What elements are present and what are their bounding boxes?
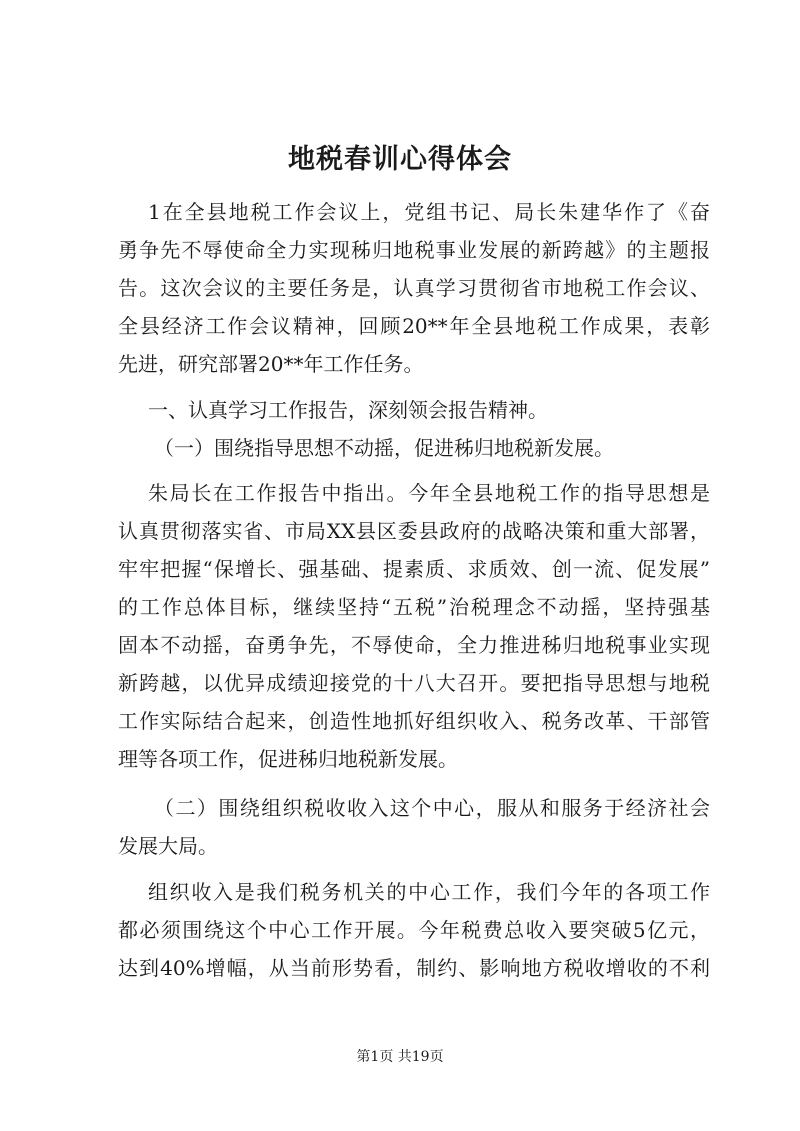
body-line: 组织收入是我们税务机关的中心工作，我们今年的各项工作 xyxy=(148,880,710,904)
body-line: 告。这次会议的主要任务是，认真学习贯彻省市地税工作会议、 xyxy=(118,276,710,300)
body-line: 朱局长在工作报告中指出。今年全县地税工作的指导思想是 xyxy=(148,481,710,505)
body-line: 达到40%增幅，从当前形势看，制约、影响地方税收增收的不利 xyxy=(118,956,710,980)
body-line: 都必须围绕这个中心工作开展。今年税费总收入要突破5亿元， xyxy=(118,918,710,942)
body-line: 先进，研究部署20**年工作任务。 xyxy=(118,352,424,376)
page-number-footer: 第1页 共19页 xyxy=(356,1049,444,1065)
section-heading: 一、认真学习工作报告，深刻领会报告精神。 xyxy=(148,398,548,422)
page-title: 地税春训心得体会 xyxy=(288,144,512,175)
body-line: 勇争先不辱使命全力实现秭归地税事业发展的新跨越》的主题报 xyxy=(118,238,710,262)
subsection-heading: （一）围绕指导思想不动摇，促进秭归地税新发展。 xyxy=(154,436,614,460)
body-line: 理等各项工作，促进秭归地税新发展。 xyxy=(118,747,458,771)
body-line: 新跨越，以优异成绩迎接党的十八大召开。要把指导思想与地税 xyxy=(118,671,710,695)
body-line: 发展大局。 xyxy=(118,834,218,858)
body-line: 全县经济工作会议精神，回顾20**年全县地税工作成果，表彰 xyxy=(118,314,710,338)
body-line: 牢牢把握“保增长、强基础、提素质、求质效、创一流、促发展” xyxy=(118,557,710,581)
body-line: 工作实际结合起来，创造性地抓好组织收入、税务改革、干部管 xyxy=(118,709,710,733)
subsection-heading: （二）围绕组织税收收入这个中心，服从和服务于经济社会 xyxy=(154,796,710,820)
body-line: 的工作总体目标，继续坚持“五税”治税理念不动摇，坚持强基 xyxy=(118,595,710,619)
body-line: 固本不动摇，奋勇争先，不辱使命，全力推进秭归地税事业实现 xyxy=(118,633,710,657)
body-line: 1在全县地税工作会议上，党组书记、局长朱建华作了《奋 xyxy=(148,200,710,224)
body-line: 认真贯彻落实省、市局XX县区委县政府的战略决策和重大部署， xyxy=(118,519,710,543)
